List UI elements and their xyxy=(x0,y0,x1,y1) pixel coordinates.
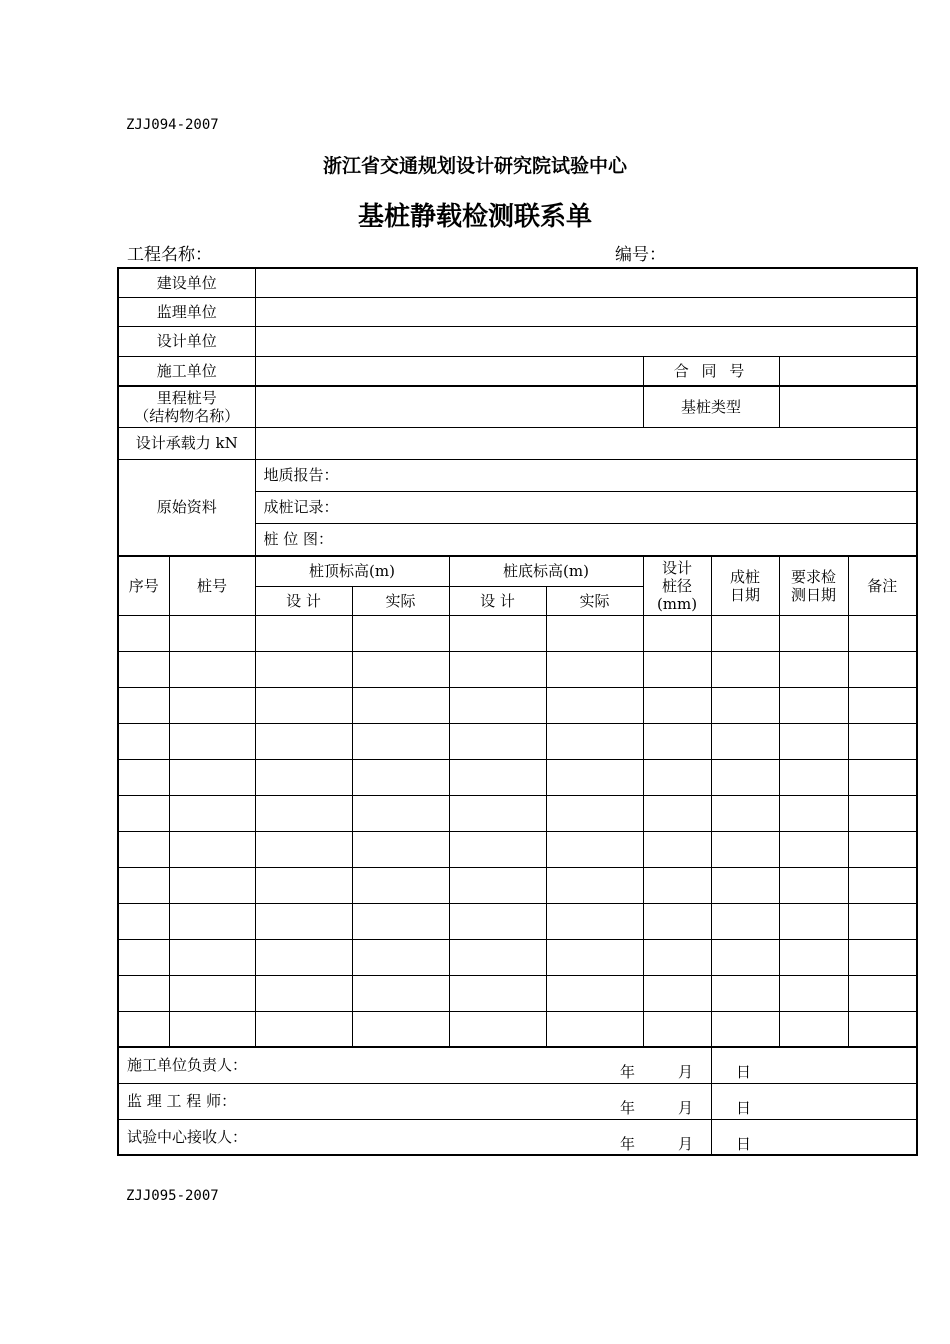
table-cell[interactable] xyxy=(848,1011,917,1047)
receiver-date-labels xyxy=(620,1133,794,1154)
table-cell[interactable] xyxy=(643,939,711,975)
table-row xyxy=(118,903,917,939)
table-cell[interactable] xyxy=(255,723,352,759)
table-cell[interactable] xyxy=(449,831,546,867)
table-cell[interactable] xyxy=(711,615,779,651)
builder-unit-field[interactable] xyxy=(255,356,643,386)
mileage-pile-no-field[interactable] xyxy=(255,386,643,427)
table-row xyxy=(118,867,917,903)
contract-no-label: 合 同 号 xyxy=(643,356,779,386)
supervision-unit-label: 监理单位 xyxy=(118,297,255,326)
req-date-line2: 测日期 xyxy=(791,585,837,604)
project-name-label: 工程名称： xyxy=(127,245,212,265)
table-cell[interactable] xyxy=(169,651,255,687)
table-cell[interactable] xyxy=(255,687,352,723)
table-cell[interactable] xyxy=(169,831,255,867)
table-cell[interactable] xyxy=(643,795,711,831)
row-design-unit xyxy=(118,326,917,356)
table-cell[interactable] xyxy=(643,615,711,651)
table-cell[interactable] xyxy=(711,759,779,795)
table-cell[interactable] xyxy=(118,867,169,903)
row-builder-signature xyxy=(118,1047,917,1083)
table-cell[interactable] xyxy=(779,1011,848,1047)
table-cell[interactable] xyxy=(169,1011,255,1047)
builder-date-labels xyxy=(620,1061,794,1082)
construction-unit-label: 建设单位 xyxy=(118,268,255,297)
table-row xyxy=(118,831,917,867)
table-cell[interactable] xyxy=(546,687,643,723)
table-cell[interactable] xyxy=(169,759,255,795)
table-cell[interactable] xyxy=(255,615,352,651)
geology-report-field[interactable]: 地质报告： xyxy=(255,459,917,491)
builder-lead-text: 施工单位负责人： xyxy=(127,1056,248,1075)
table-cell[interactable] xyxy=(449,1011,546,1047)
table-cell[interactable] xyxy=(848,723,917,759)
construction-unit-field[interactable] xyxy=(255,268,917,297)
table-cell[interactable] xyxy=(118,939,169,975)
col-required-test-date xyxy=(779,556,848,615)
inspection-form-table xyxy=(117,267,918,1156)
bearing-capacity-field[interactable] xyxy=(255,427,917,459)
table-cell[interactable] xyxy=(848,615,917,651)
table-cell[interactable] xyxy=(118,723,169,759)
table-cell[interactable] xyxy=(169,975,255,1011)
bearing-capacity-label: 设计承载力 kN xyxy=(118,427,255,459)
table-cell[interactable] xyxy=(546,795,643,831)
row-construction-unit xyxy=(118,268,917,297)
col-top-actual: 实际 xyxy=(352,586,449,615)
col-bottom-elevation: 桩底标高(m) xyxy=(449,556,643,586)
diameter-line1: 设计 xyxy=(662,558,693,577)
table-cell[interactable] xyxy=(711,723,779,759)
table-cell[interactable] xyxy=(255,903,352,939)
table-cell[interactable] xyxy=(169,687,255,723)
table-cell[interactable] xyxy=(546,867,643,903)
table-cell[interactable] xyxy=(848,903,917,939)
table-cell[interactable] xyxy=(169,867,255,903)
table-cell[interactable] xyxy=(255,795,352,831)
col-top-elevation: 桩顶标高(m) xyxy=(255,556,449,586)
table-cell[interactable] xyxy=(779,795,848,831)
table-row xyxy=(118,651,917,687)
col-bottom-actual: 实际 xyxy=(546,586,643,615)
year-label: 年 xyxy=(620,1099,636,1117)
table-cell[interactable] xyxy=(848,795,917,831)
table-cell[interactable] xyxy=(352,939,449,975)
table-cell[interactable] xyxy=(118,975,169,1011)
mileage-pile-no-label xyxy=(118,386,255,427)
doc-code-top: ZJJ094-2007 xyxy=(126,117,219,133)
table-cell[interactable] xyxy=(779,903,848,939)
table-cell[interactable] xyxy=(546,1011,643,1047)
table-cell[interactable] xyxy=(848,939,917,975)
design-unit-field[interactable] xyxy=(255,326,917,356)
table-cell[interactable] xyxy=(711,1011,779,1047)
table-cell[interactable] xyxy=(255,759,352,795)
table-cell[interactable] xyxy=(779,651,848,687)
table-cell[interactable] xyxy=(711,975,779,1011)
table-cell[interactable] xyxy=(352,795,449,831)
table-cell[interactable] xyxy=(118,759,169,795)
table-cell[interactable] xyxy=(779,687,848,723)
table-cell[interactable] xyxy=(169,939,255,975)
table-cell[interactable] xyxy=(546,759,643,795)
table-row xyxy=(118,723,917,759)
table-cell[interactable] xyxy=(169,903,255,939)
original-data-label: 原始资料 xyxy=(118,459,255,556)
table-cell[interactable] xyxy=(449,615,546,651)
table-cell[interactable] xyxy=(449,903,546,939)
table-cell[interactable] xyxy=(255,939,352,975)
table-cell[interactable] xyxy=(118,795,169,831)
diameter-line2: 桩径 xyxy=(662,576,693,595)
table-cell[interactable] xyxy=(848,831,917,867)
table-cell[interactable] xyxy=(352,867,449,903)
table-cell[interactable] xyxy=(118,1011,169,1047)
table-row xyxy=(118,615,917,651)
table-cell[interactable] xyxy=(169,795,255,831)
table-cell[interactable] xyxy=(118,903,169,939)
row-builder-unit xyxy=(118,356,917,386)
table-cell[interactable] xyxy=(546,723,643,759)
table-cell[interactable] xyxy=(449,867,546,903)
month-label: 月 xyxy=(678,1099,694,1117)
table-cell[interactable] xyxy=(352,759,449,795)
col-bottom-design: 设 计 xyxy=(449,586,546,615)
table-cell[interactable] xyxy=(643,723,711,759)
row-geology-report xyxy=(118,459,917,491)
mileage-label-line2: （结构物名称） xyxy=(134,406,240,425)
col-pile-no: 桩号 xyxy=(169,556,255,615)
mileage-label-line1: 里程桩号 xyxy=(156,388,217,407)
table-cell[interactable] xyxy=(352,831,449,867)
day-label: 日 xyxy=(736,1099,752,1117)
table-row xyxy=(118,759,917,795)
col-design-diameter xyxy=(643,556,711,615)
receiver-text: 试验中心接收人： xyxy=(127,1127,248,1146)
table-cell[interactable] xyxy=(643,687,711,723)
doc-code-bottom: ZJJ095-2007 xyxy=(126,1188,219,1204)
table-cell[interactable] xyxy=(711,831,779,867)
day-label: 日 xyxy=(736,1135,752,1153)
table-cell[interactable] xyxy=(255,1011,352,1047)
table-cell[interactable] xyxy=(352,975,449,1011)
row-receiver-signature xyxy=(118,1119,917,1155)
table-cell[interactable] xyxy=(118,831,169,867)
table-cell[interactable] xyxy=(546,831,643,867)
col-remarks: 备注 xyxy=(848,556,917,615)
supervisor-date-labels xyxy=(620,1097,794,1118)
table-cell[interactable] xyxy=(449,939,546,975)
diameter-line3: (mm) xyxy=(656,594,698,613)
col-top-design: 设 计 xyxy=(255,586,352,615)
table-cell[interactable] xyxy=(449,795,546,831)
data-rows xyxy=(118,615,917,1047)
row-mileage xyxy=(118,386,917,427)
table-row xyxy=(118,687,917,723)
table-cell[interactable] xyxy=(352,651,449,687)
table-cell[interactable] xyxy=(546,939,643,975)
supervision-unit-field[interactable] xyxy=(255,297,917,326)
table-cell[interactable] xyxy=(643,867,711,903)
row-supervision-unit xyxy=(118,297,917,326)
builder-unit-label: 施工单位 xyxy=(118,356,255,386)
table-cell[interactable] xyxy=(352,723,449,759)
supervisor-text: 监 理 工 程 师： xyxy=(127,1092,237,1110)
table-cell[interactable] xyxy=(779,831,848,867)
table-cell[interactable] xyxy=(711,795,779,831)
table-cell[interactable] xyxy=(643,759,711,795)
table-cell[interactable] xyxy=(546,903,643,939)
table-row xyxy=(118,939,917,975)
table-cell[interactable] xyxy=(118,615,169,651)
table-cell[interactable] xyxy=(546,651,643,687)
table-cell[interactable] xyxy=(848,975,917,1011)
table-cell[interactable] xyxy=(643,975,711,1011)
organization-name: 浙江省交通规划设计研究院试验中心 xyxy=(322,155,627,177)
table-cell[interactable] xyxy=(779,759,848,795)
month-label: 月 xyxy=(678,1063,694,1081)
table-cell[interactable] xyxy=(352,615,449,651)
table-row xyxy=(118,795,917,831)
table-cell[interactable] xyxy=(169,723,255,759)
day-label: 日 xyxy=(736,1063,752,1081)
table-cell[interactable] xyxy=(449,975,546,1011)
table-cell[interactable] xyxy=(711,651,779,687)
table-cell[interactable] xyxy=(169,615,255,651)
table-cell[interactable] xyxy=(848,759,917,795)
piling-date-line1: 成桩 xyxy=(730,567,761,586)
table-cell[interactable] xyxy=(449,687,546,723)
number-label: 编号： xyxy=(615,245,666,265)
table-cell[interactable] xyxy=(779,939,848,975)
piling-record-field[interactable]: 成桩记录： xyxy=(255,491,917,523)
col-seq: 序号 xyxy=(118,556,169,615)
pile-type-label: 基桩类型 xyxy=(643,386,779,427)
table-cell[interactable] xyxy=(255,651,352,687)
contract-no-field[interactable] xyxy=(779,356,917,386)
table-cell[interactable] xyxy=(848,687,917,723)
table-cell[interactable] xyxy=(711,867,779,903)
table-row xyxy=(118,975,917,1011)
table-cell[interactable] xyxy=(711,939,779,975)
table-cell[interactable] xyxy=(352,903,449,939)
table-cell[interactable] xyxy=(643,651,711,687)
table-cell[interactable] xyxy=(779,975,848,1011)
table-cell[interactable] xyxy=(352,687,449,723)
table-cell[interactable] xyxy=(711,903,779,939)
table-cell[interactable] xyxy=(118,651,169,687)
table-cell[interactable] xyxy=(643,1011,711,1047)
year-label: 年 xyxy=(620,1135,636,1153)
table-cell[interactable] xyxy=(643,903,711,939)
month-label: 月 xyxy=(678,1135,694,1153)
table-cell[interactable] xyxy=(255,867,352,903)
form-title: 基桩静载检测联系单 xyxy=(357,202,592,232)
table-cell[interactable] xyxy=(848,651,917,687)
table-cell[interactable] xyxy=(643,831,711,867)
table-cell[interactable] xyxy=(779,615,848,651)
table-cell[interactable] xyxy=(255,831,352,867)
pile-layout-field[interactable]: 桩 位 图： xyxy=(255,523,917,556)
req-date-line1: 要求检 xyxy=(791,567,837,586)
table-header-row-1 xyxy=(118,556,917,586)
row-supervisor-signature xyxy=(118,1083,917,1119)
table-cell[interactable] xyxy=(449,759,546,795)
table-cell[interactable] xyxy=(711,687,779,723)
year-label: 年 xyxy=(620,1063,636,1081)
table-cell[interactable] xyxy=(118,687,169,723)
table-cell[interactable] xyxy=(546,615,643,651)
table-cell[interactable] xyxy=(352,1011,449,1047)
table-cell[interactable] xyxy=(255,975,352,1011)
design-unit-label: 设计单位 xyxy=(118,326,255,356)
piling-date-line2: 日期 xyxy=(730,585,761,604)
table-cell[interactable] xyxy=(449,723,546,759)
table-cell[interactable] xyxy=(779,723,848,759)
pile-type-field[interactable] xyxy=(779,386,917,427)
table-cell[interactable] xyxy=(546,975,643,1011)
table-row xyxy=(118,1011,917,1047)
table-cell[interactable] xyxy=(779,867,848,903)
col-piling-date xyxy=(711,556,779,615)
row-bearing-capacity xyxy=(118,427,917,459)
table-cell[interactable] xyxy=(449,651,546,687)
table-cell[interactable] xyxy=(848,867,917,903)
